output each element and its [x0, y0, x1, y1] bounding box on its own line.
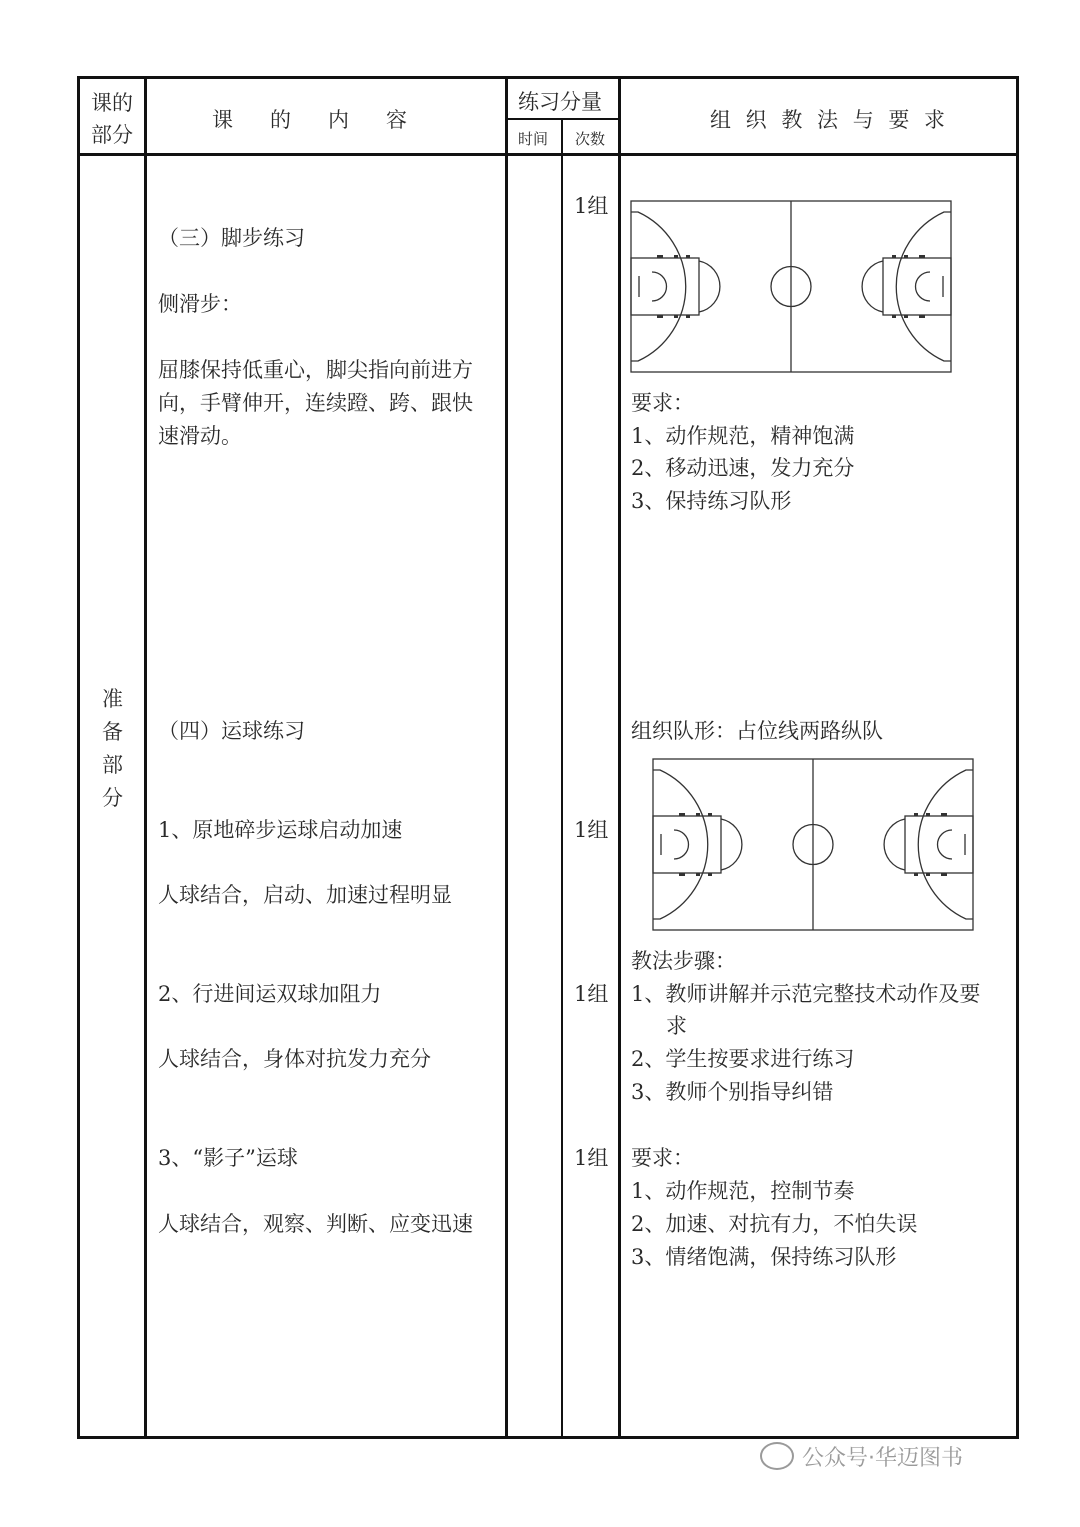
header-part-line2: 部分	[91, 123, 133, 147]
teaching-step-3: 3、教师个别指导纠错	[631, 1080, 834, 1104]
side-slide-subtitle: 侧滑步：	[158, 292, 242, 316]
header-content: 课 的 内 容	[212, 108, 415, 132]
side-slide-desc-1: 屈膝保持低重心，脚尖指向前进方	[158, 358, 473, 382]
practice-subheader-divider	[505, 118, 620, 120]
header-part-line1: 课的	[91, 91, 133, 115]
teaching-step-2: 2、学生按要求进行练习	[631, 1047, 855, 1071]
column-divider-3	[561, 118, 563, 1439]
section-char-1: 准	[102, 687, 123, 711]
table-top-border	[77, 76, 1019, 79]
table-right-border	[1016, 76, 1019, 1439]
column-divider-2	[505, 76, 508, 1439]
requirement-1-2: 2、移动迅速，发力充分	[631, 456, 855, 480]
watermark	[760, 1436, 1060, 1476]
requirement-2-3: 3、情绪饱满，保持练习队形	[631, 1245, 897, 1269]
drill-1-desc: 人球结合，启动、加速过程明显	[158, 883, 452, 907]
dribble-title: （四）运球练习	[158, 719, 305, 743]
drill-2-desc: 人球结合，身体对抗发力充分	[158, 1047, 431, 1071]
count-drill-1: 1组	[574, 818, 609, 842]
wechat-icon	[760, 1442, 794, 1470]
formation-text: 组织队形：占位线两路纵队	[631, 719, 883, 743]
requirement-2-1: 1、动作规范，控制节奏	[631, 1179, 855, 1203]
drill-1-title: 1、原地碎步运球启动加速	[158, 818, 403, 842]
footwork-title: （三）脚步练习	[158, 226, 305, 250]
teaching-step-1a: 1、教师讲解并示范完整技术动作及要	[631, 982, 981, 1006]
header-count: 次数	[575, 130, 606, 148]
basketball-court-diagram-2	[652, 758, 974, 932]
table-left-border	[77, 76, 80, 1439]
header-divider	[77, 153, 1019, 156]
requirements-2-title: 要求：	[631, 1146, 694, 1170]
section-char-3: 部	[102, 753, 123, 777]
drill-2-title: 2、行进间运双球加阻力	[158, 982, 382, 1006]
teaching-steps-title: 教法步骤：	[631, 949, 736, 973]
basketball-court-diagram-1	[630, 200, 952, 374]
side-slide-desc-2: 向，手臂伸开，连续蹬、跨、跟快	[158, 391, 473, 415]
count-drill-2: 1组	[574, 982, 609, 1006]
header-practice: 练习分量	[518, 90, 602, 114]
section-char-2: 备	[102, 720, 123, 744]
side-slide-desc-3: 速滑动。	[158, 424, 242, 448]
drill-3-title: 3、“影子”运球	[158, 1146, 298, 1170]
requirement-2-2: 2、加速、对抗有力，不怕失误	[631, 1212, 918, 1236]
header-time: 时间	[518, 130, 549, 148]
count-footwork: 1组	[574, 194, 609, 218]
drill-3-desc: 人球结合，观察、判断、应变迅速	[158, 1212, 473, 1236]
requirements-1-title: 要求：	[631, 391, 694, 415]
section-char-4: 分	[102, 786, 123, 810]
column-divider-4	[618, 76, 621, 1439]
header-method: 组 织 教 法 与 要 求	[710, 108, 950, 132]
column-divider-1	[144, 76, 147, 1439]
watermark-text: 公众号·华迈图书	[802, 1445, 963, 1471]
teaching-step-1b: 求	[666, 1014, 687, 1038]
count-drill-3: 1组	[574, 1146, 609, 1170]
requirement-1-1: 1、动作规范，精神饱满	[631, 424, 855, 448]
requirement-1-3: 3、保持练习队形	[631, 489, 792, 513]
